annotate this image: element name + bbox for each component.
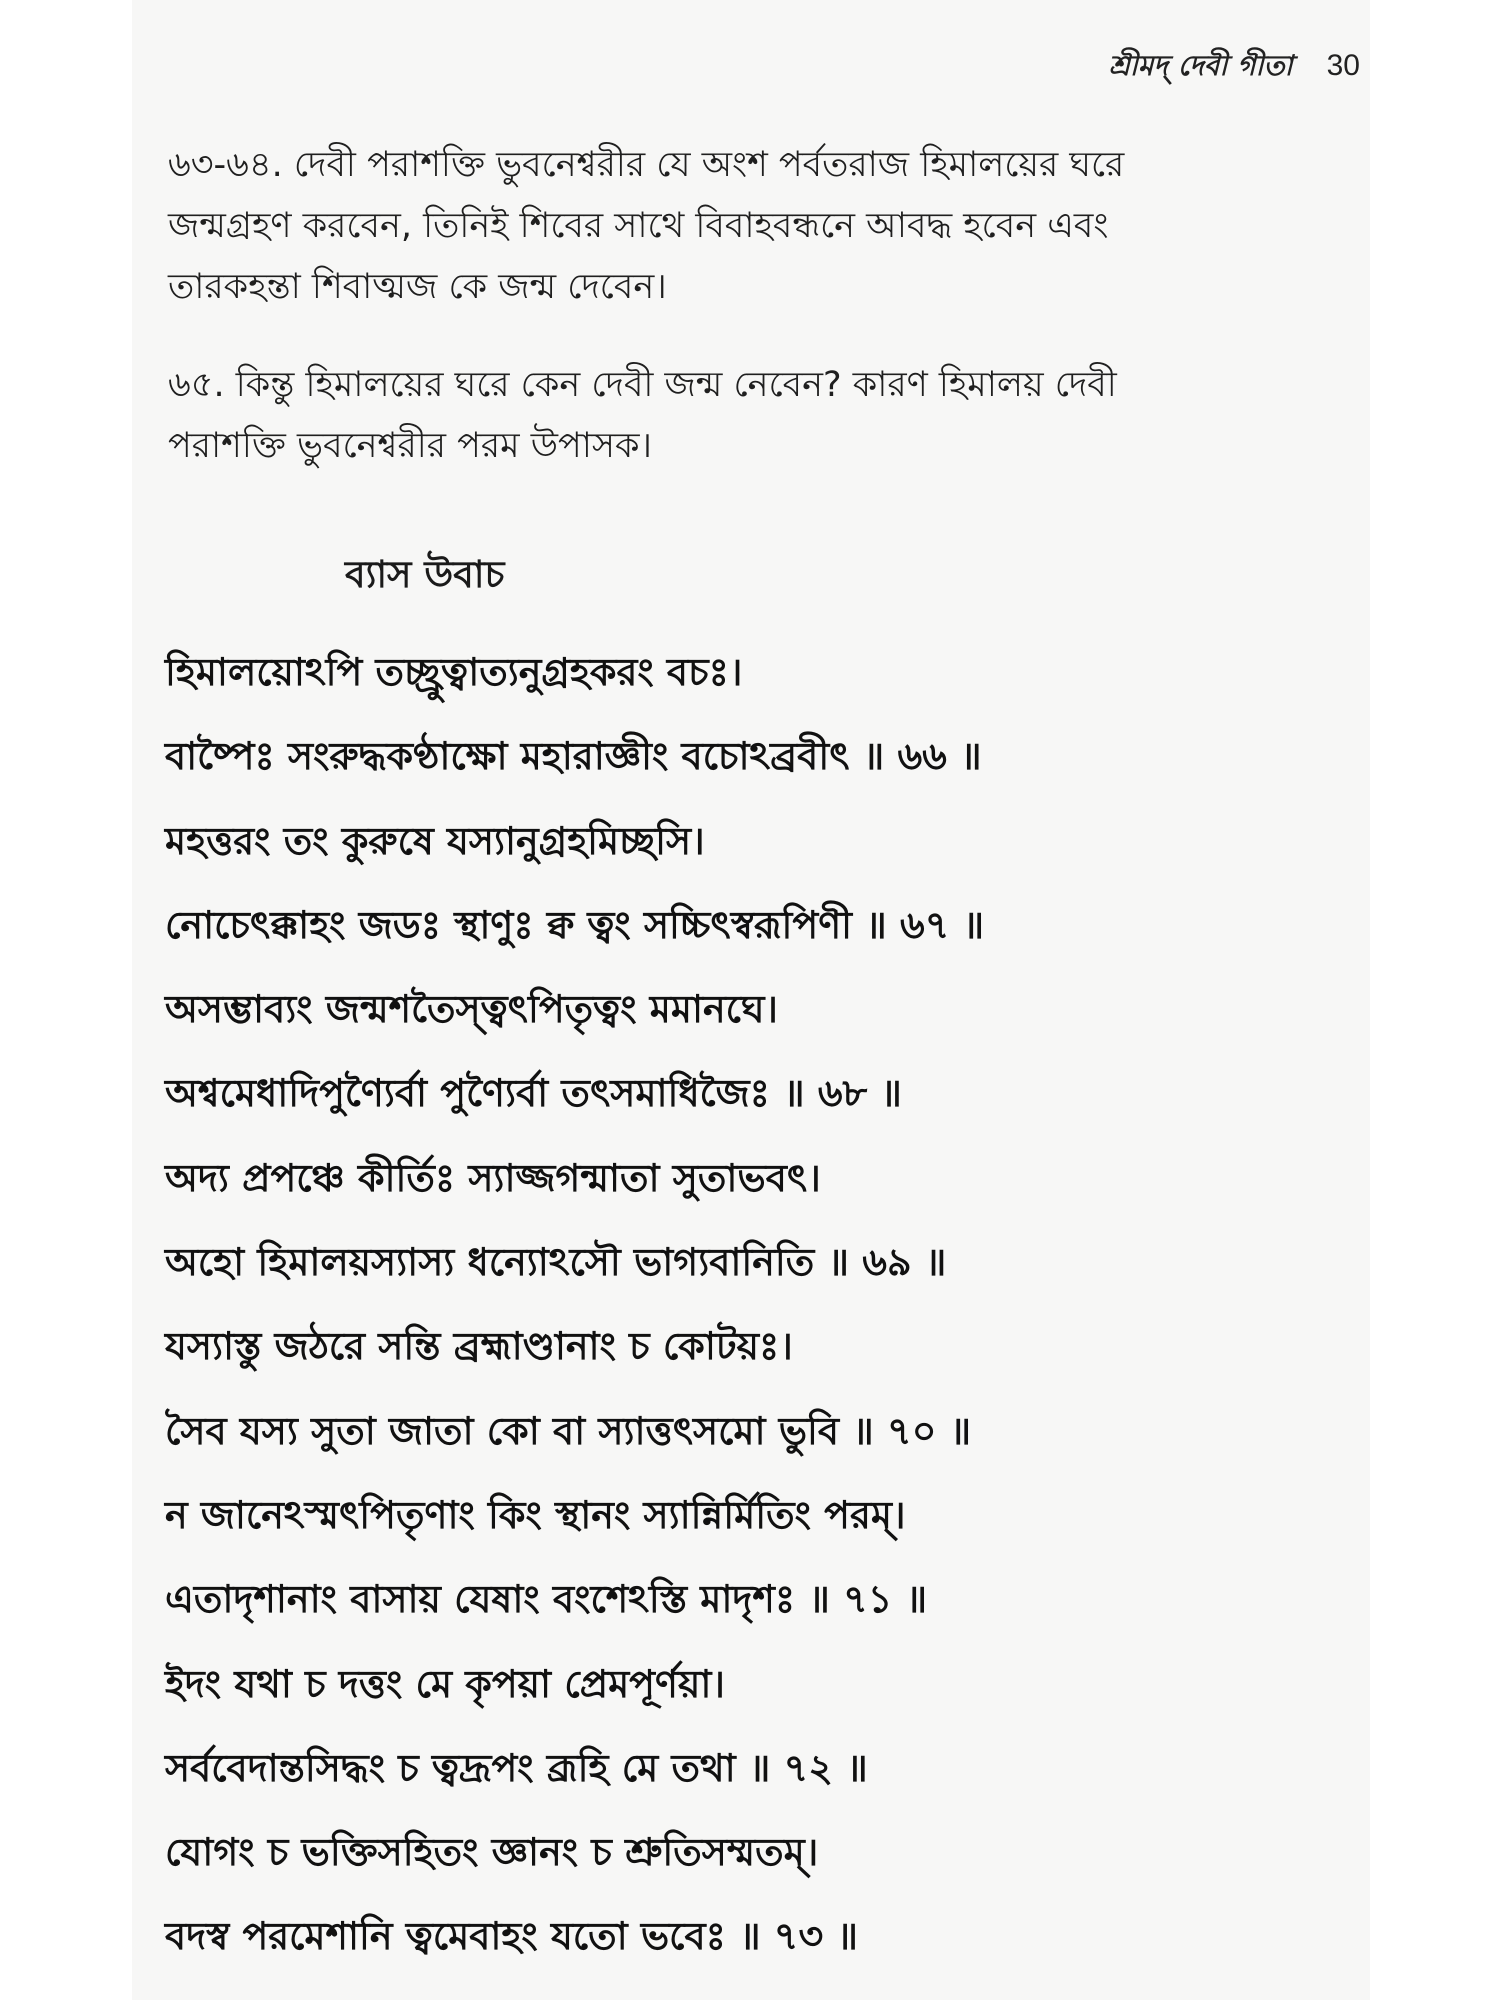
verse-line: বদস্ব পরমেশানি ত্বমেবাহং যতো ভবেঃ ॥ ৭৩ ॥	[165, 1914, 858, 1959]
commentary-paragraph	[168, 135, 1308, 318]
commentary-paragraph	[168, 355, 1308, 477]
verse-line: অসম্ভাব্যং জন্মশতৈস্ত্বৎপিতৃত্বং মমানঘে।	[165, 987, 779, 1032]
verse-line: অদ্য প্রপঞ্চে কীর্তিঃ স্যাজ্জগন্মাতা সুতাভবৎ।	[165, 1155, 821, 1200]
verse-line: যস্যাস্তু জঠরে সন্তি ব্রহ্মাণ্ডানাং চ কোটয়ঃ।	[165, 1324, 793, 1369]
paragraph-line: জন্মগ্রহণ করবেন, তিনিই শিবের সাথে বিবাহবন্ধনে আবদ্ধ হবেন এবং	[168, 206, 1109, 246]
verse-block	[165, 630, 1345, 1979]
paragraph-line: তারকহন্তা শিবাত্মজ কে জন্ম দেবেন।	[168, 267, 667, 307]
verse-line: সর্ববেদান্তসিদ্ধং চ ত্বদ্রূপং ব্রূহি মে তথা ॥ ৭২ ॥	[165, 1745, 868, 1790]
verse-line: বাষ্পৈঃ সংরুদ্ধকণ্ঠাক্ষো মহারাজ্ঞীং বচোঽব্রবীৎ ॥ ৬৬ ॥	[165, 734, 982, 779]
running-header	[1109, 44, 1360, 91]
verse-line: ন জানেঽস্মৎপিতৃণাং কিং স্থানং স্যান্নির্মিতিং পরম্।	[165, 1492, 906, 1537]
page-number: 30	[1326, 49, 1360, 82]
section-heading: ব্যাস উবাচ	[345, 553, 505, 596]
paragraph-line: ৬৫. কিন্তু হিমালয়ের ঘরে কেন দেবী জন্ম নেবেন? কারণ হিমালয় দেবী	[168, 365, 1117, 405]
verse-line: মহত্তরং তং কুরুষে যস্যানুগ্রহমিচ্ছসি।	[165, 818, 705, 863]
verse-line: সৈব যস্য সুতা জাতা কো বা স্যাত্তৎসমো ভুবি ॥ ৭০ ॥	[165, 1408, 972, 1453]
verse-line: ইদং যথা চ দত্তং মে কৃপয়া প্রেমপূর্ণয়া।	[165, 1661, 725, 1706]
verse-line: নোচেৎক্কাহং জডঃ স্থাণুঃ ক্ব ত্বং সচ্চিৎস্বরূপিণী ॥ ৬৭ ॥	[165, 902, 985, 947]
paragraph-line: পরাশক্তি ভুবনেশ্বরীর পরম উপাসক।	[168, 426, 653, 466]
book-title: শ্রীমদ্ দেবী গীতা	[1108, 49, 1293, 82]
verse-line: অহো হিমালয়স্যাস্য ধন্যোঽসৌ ভাগ্যবানিতি ॥ ৬৯ ॥	[165, 1240, 947, 1285]
paragraph-line: ৬৩-৬৪. দেবী পরাশক্তি ভুবনেশ্বরীর যে অংশ পর্বতরাজ হিমালয়ের ঘরে	[168, 145, 1125, 185]
verse-line: অশ্বমেধাদিপুণ্যৈর্বা পুণ্যৈর্বা তৎসমাধিজৈঃ ॥ ৬৮ ॥	[165, 1071, 902, 1116]
verse-line: এতাদৃশানাং বাসায় যেষাং বংশেঽস্তি মাদৃশঃ ॥ ৭১ ॥	[165, 1577, 928, 1622]
verse-line: হিমালয়োঽপি তচ্ছ্রুত্বাত্যনুগ্রহকরং বচঃ।	[165, 650, 743, 694]
verse-line: যোগং চ ভক্তিসহিতং জ্ঞানং চ শ্রুতিসম্মতম্।	[165, 1830, 819, 1875]
